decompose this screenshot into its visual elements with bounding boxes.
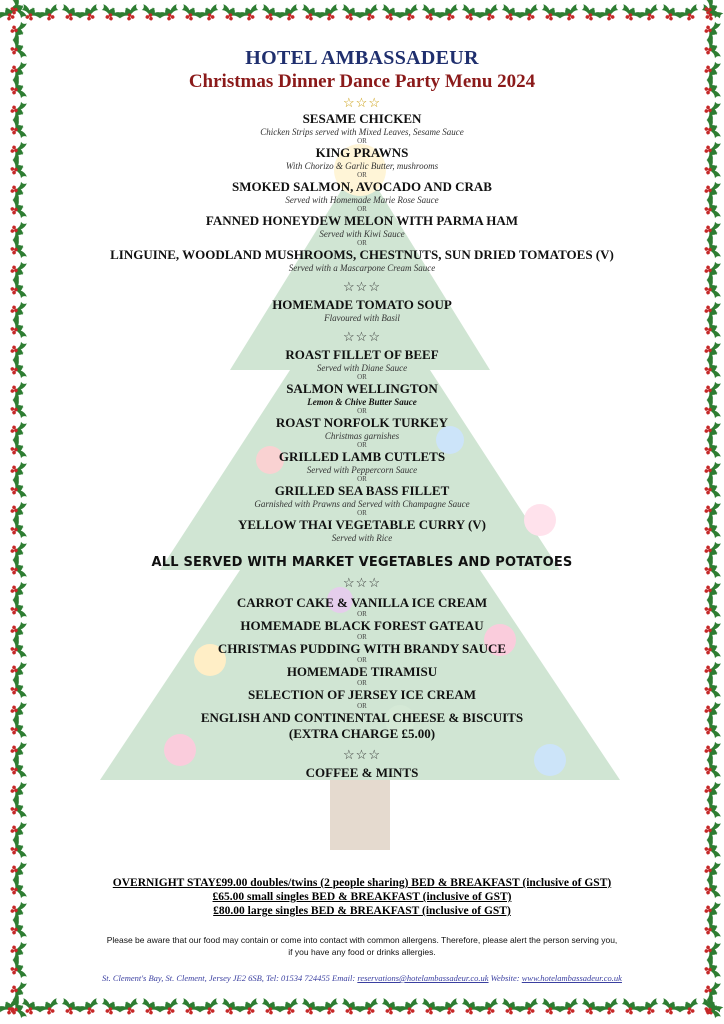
main-desc: Served with Diane Sauce bbox=[316, 363, 408, 373]
holly-sprig-icon bbox=[636, 3, 661, 24]
holly-sprig-icon bbox=[701, 76, 722, 101]
overnight-line: £80.00 large singles BED & BREAKFAST (inclusive of GST) bbox=[213, 905, 511, 917]
menu-content bbox=[40, 46, 684, 781]
holly-sprig-icon bbox=[76, 997, 101, 1018]
holly-sprig-icon bbox=[7, 876, 28, 901]
holly-sprig-icon bbox=[276, 3, 301, 24]
or-separator: OR bbox=[357, 475, 367, 483]
holly-sprig-icon bbox=[701, 556, 722, 581]
holly-sprig-icon bbox=[7, 636, 28, 661]
starter-desc: Served with Homemade Marie Rose Sauce bbox=[285, 195, 439, 205]
holly-sprig-icon bbox=[701, 636, 722, 661]
holly-sprig-icon bbox=[7, 156, 28, 181]
holly-sprig-icon bbox=[7, 116, 28, 141]
holly-sprig-icon bbox=[701, 436, 722, 461]
holly-sprig-icon bbox=[7, 316, 28, 341]
holly-sprig-icon bbox=[701, 356, 722, 381]
holly-sprig-icon bbox=[701, 836, 722, 861]
holly-sprig-icon bbox=[7, 436, 28, 461]
footer-website-label: Website: bbox=[488, 973, 522, 983]
holly-sprig-icon bbox=[701, 716, 722, 741]
or-separator: OR bbox=[357, 239, 367, 247]
holly-sprig-icon bbox=[701, 236, 722, 261]
main-name: YELLOW THAI VEGETABLE CURRY (V) bbox=[237, 517, 487, 532]
holly-sprig-icon bbox=[516, 3, 541, 24]
holly-sprig-icon bbox=[156, 3, 181, 24]
footer-address: St. Clement's Bay, St. Clement, Jersey JE2 6SB, Tel: 01534 724455 Email: bbox=[102, 973, 358, 983]
holly-sprig-icon bbox=[556, 3, 581, 24]
holly-sprig-icon bbox=[236, 3, 261, 24]
holly-sprig-icon bbox=[7, 476, 28, 501]
holly-sprig-icon bbox=[701, 476, 722, 501]
allergy-line: if you have any food or drinks allergies. bbox=[288, 947, 436, 957]
holly-sprig-icon bbox=[7, 396, 28, 421]
hotel-name: HOTEL AMBASSADEUR bbox=[245, 47, 479, 69]
or-separator: OR bbox=[357, 407, 367, 415]
holly-sprig-icon bbox=[556, 997, 581, 1018]
starter-name: SESAME CHICKEN bbox=[302, 111, 422, 126]
menu-title: Christmas Dinner Dance Party Menu 2024 bbox=[188, 71, 536, 92]
holly-sprig-icon bbox=[7, 76, 28, 101]
overnight-line: OVERNIGHT STAY£99.00 doubles/twins (2 people sharing) BED & BREAKFAST (inclusive of GST) bbox=[112, 877, 612, 889]
holly-sprig-icon bbox=[701, 796, 722, 821]
holly-sprig-icon bbox=[7, 956, 28, 981]
main-desc: Served with Rice bbox=[331, 533, 393, 543]
holly-sprig-icon bbox=[701, 316, 722, 341]
holly-sprig-icon bbox=[701, 916, 722, 941]
holly-sprig-icon bbox=[236, 997, 261, 1018]
dessert-name: CARROT CAKE & VANILLA ICE CREAM bbox=[236, 595, 488, 610]
holly-sprig-icon bbox=[396, 997, 421, 1018]
soup-desc: Flavoured with Basil bbox=[324, 313, 400, 323]
holly-sprig-icon bbox=[701, 156, 722, 181]
holly-sprig-icon bbox=[76, 3, 101, 24]
starter-desc: With Chorizo & Garlic Butter, mushrooms bbox=[285, 161, 439, 171]
holly-sprig-icon bbox=[596, 997, 621, 1018]
holly-sprig-icon bbox=[356, 3, 381, 24]
holly-sprig-icon bbox=[436, 3, 461, 24]
holly-sprig-icon bbox=[396, 3, 421, 24]
holly-sprig-icon bbox=[476, 997, 501, 1018]
stars-divider-4: ☆☆☆ bbox=[343, 575, 381, 590]
holly-sprig-icon bbox=[196, 997, 221, 1018]
or-separator: OR bbox=[357, 205, 367, 213]
holly-sprig-icon bbox=[701, 596, 722, 621]
holly-sprig-icon bbox=[7, 0, 28, 22]
holly-sprig-icon bbox=[701, 756, 722, 781]
website-link[interactable]: www.hotelambassadeur.co.uk bbox=[521, 973, 622, 983]
dessert-name: HOMEMADE BLACK FOREST GATEAU bbox=[240, 618, 484, 633]
holly-sprig-icon bbox=[701, 996, 722, 1021]
holly-sprig-icon bbox=[701, 196, 722, 221]
desserts-section bbox=[40, 595, 684, 742]
dessert-name: HOMEMADE TIRAMISU bbox=[286, 664, 438, 679]
holly-sprig-icon bbox=[36, 997, 61, 1018]
starter-name: SMOKED SALMON, AVOCADO AND CRAB bbox=[232, 179, 492, 194]
or-separator: OR bbox=[357, 373, 367, 381]
holly-sprig-icon bbox=[701, 36, 722, 61]
soup-name: HOMEMADE TOMATO SOUP bbox=[272, 297, 452, 312]
starter-desc: Served with a Mascarpone Cream Sauce bbox=[288, 263, 436, 273]
holly-sprig-icon bbox=[36, 3, 61, 24]
or-separator: OR bbox=[357, 656, 367, 664]
holly-sprig-icon bbox=[7, 716, 28, 741]
holly-sprig-icon bbox=[701, 116, 722, 141]
email-link[interactable]: reservations@hotelambassadeur.co.uk bbox=[357, 973, 489, 983]
holly-sprig-icon bbox=[7, 836, 28, 861]
holly-sprig-icon bbox=[636, 997, 661, 1018]
holly-sprig-icon bbox=[316, 997, 341, 1018]
or-separator: OR bbox=[357, 441, 367, 449]
dessert-name: ENGLISH AND CONTINENTAL CHEESE & BISCUITS bbox=[200, 710, 524, 725]
holly-sprig-icon bbox=[436, 997, 461, 1018]
holly-sprig-icon bbox=[7, 996, 28, 1021]
footer-contact bbox=[40, 973, 684, 983]
starter-name: FANNED HONEYDEW MELON WITH PARMA HAM bbox=[205, 213, 519, 228]
main-desc: Garnished with Prawns and Served with Champagne Sauce bbox=[254, 499, 470, 509]
main-name: GRILLED LAMB CUTLETS bbox=[278, 449, 446, 464]
mains-section bbox=[40, 347, 684, 544]
holly-sprig-icon bbox=[156, 997, 181, 1018]
holly-sprig-icon bbox=[7, 796, 28, 821]
holly-sprig-icon bbox=[701, 276, 722, 301]
holly-sprig-icon bbox=[701, 0, 722, 22]
holly-sprig-icon bbox=[7, 556, 28, 581]
holly-sprig-icon bbox=[701, 956, 722, 981]
main-desc: Lemon & Chive Butter Sauce bbox=[307, 397, 417, 407]
holly-border-top bbox=[0, 0, 724, 30]
cheese-extra-charge: (EXTRA CHARGE £5.00) bbox=[288, 726, 436, 741]
starter-desc: Chicken Strips served with Mixed Leaves, Sesame Sauce bbox=[260, 127, 464, 137]
holly-sprig-icon bbox=[476, 3, 501, 24]
or-separator: OR bbox=[357, 610, 367, 618]
holly-sprig-icon bbox=[701, 516, 722, 541]
allergy-notice bbox=[70, 934, 654, 958]
main-name: GRILLED SEA BASS FILLET bbox=[274, 483, 450, 498]
or-separator: OR bbox=[357, 702, 367, 710]
starter-desc: Served with Kiwi Sauce bbox=[319, 229, 405, 239]
starter-name: LINGUINE, WOODLAND MUSHROOMS, CHESTNUTS, SUN DRIED TOMATOES (V) bbox=[110, 247, 614, 262]
mains-note: ALL SERVED WITH MARKET VEGETABLES AND POTATOES bbox=[151, 555, 573, 570]
or-separator: OR bbox=[357, 509, 367, 517]
main-desc: Served with Peppercorn Sauce bbox=[306, 465, 418, 475]
holly-sprig-icon bbox=[596, 3, 621, 24]
dessert-name: SELECTION OF JERSEY ICE CREAM bbox=[247, 687, 477, 702]
holly-sprig-icon bbox=[7, 676, 28, 701]
or-separator: OR bbox=[357, 679, 367, 687]
holly-border-left bbox=[0, 0, 30, 1024]
stars-divider-2: ☆☆☆ bbox=[343, 279, 381, 294]
holly-sprig-icon bbox=[116, 997, 141, 1018]
holly-sprig-icon bbox=[7, 756, 28, 781]
or-separator: OR bbox=[357, 171, 367, 179]
or-separator: OR bbox=[357, 633, 367, 641]
overnight-stay-section bbox=[40, 876, 684, 918]
holly-border-bottom bbox=[0, 994, 724, 1024]
dessert-name: CHRISTMAS PUDDING WITH BRANDY SAUCE bbox=[217, 641, 507, 656]
stars-divider-3: ☆☆☆ bbox=[343, 329, 381, 344]
main-name: ROAST NORFOLK TURKEY bbox=[275, 415, 449, 430]
holly-sprig-icon bbox=[701, 876, 722, 901]
starter-name: KING PRAWNS bbox=[315, 145, 409, 160]
stars-divider-1: ☆☆☆ bbox=[343, 95, 381, 110]
holly-sprig-icon bbox=[7, 596, 28, 621]
coffee-mints: COFFEE & MINTS bbox=[305, 765, 419, 780]
holly-sprig-icon bbox=[516, 997, 541, 1018]
holly-sprig-icon bbox=[7, 356, 28, 381]
holly-sprig-icon bbox=[7, 196, 28, 221]
overnight-line: £65.00 small singles BED & BREAKFAST (inclusive of GST) bbox=[212, 891, 512, 903]
holly-sprig-icon bbox=[7, 236, 28, 261]
holly-sprig-icon bbox=[196, 3, 221, 24]
main-name: SALMON WELLINGTON bbox=[286, 381, 438, 396]
holly-sprig-icon bbox=[701, 676, 722, 701]
main-desc: Christmas garnishes bbox=[324, 431, 400, 441]
starters-section bbox=[40, 111, 684, 274]
stars-divider-5: ☆☆☆ bbox=[343, 747, 381, 762]
holly-sprig-icon bbox=[7, 276, 28, 301]
holly-sprig-icon bbox=[7, 36, 28, 61]
holly-sprig-icon bbox=[356, 997, 381, 1018]
holly-sprig-icon bbox=[701, 396, 722, 421]
allergy-line: Please be aware that our food may contain or come into contact with common allergens. Therefore, please alert the person serving you, bbox=[106, 935, 618, 945]
holly-sprig-icon bbox=[7, 516, 28, 541]
or-separator: OR bbox=[357, 137, 367, 145]
holly-sprig-icon bbox=[7, 916, 28, 941]
holly-sprig-icon bbox=[116, 3, 141, 24]
holly-border-right bbox=[694, 0, 724, 1024]
holly-sprig-icon bbox=[276, 997, 301, 1018]
main-name: ROAST FILLET OF BEEF bbox=[285, 347, 439, 362]
holly-sprig-icon bbox=[316, 3, 341, 24]
